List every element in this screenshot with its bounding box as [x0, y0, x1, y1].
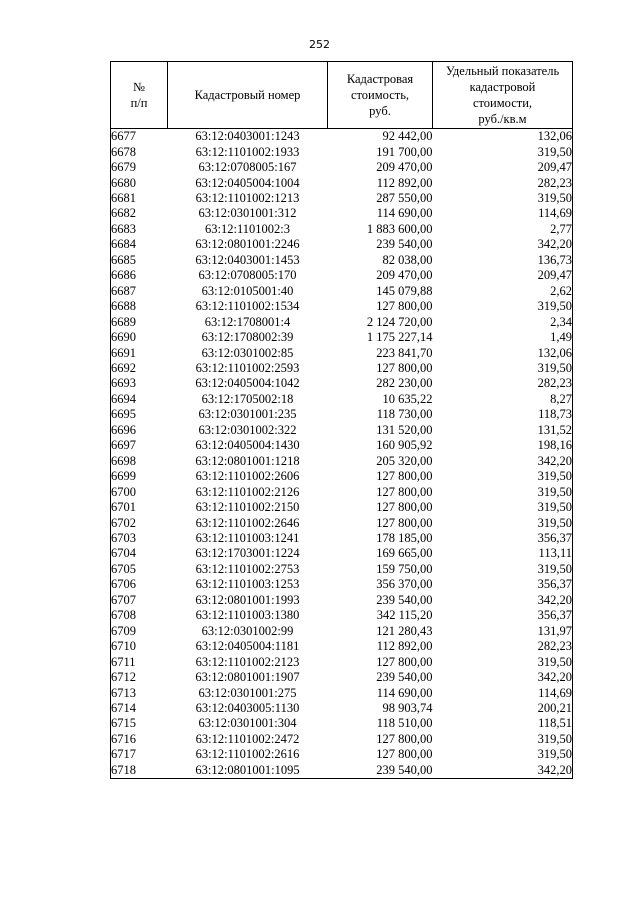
row-specific-indicator: 2,62 — [433, 284, 573, 299]
row-specific-indicator: 319,50 — [433, 469, 573, 484]
row-cadastral-value: 114 690,00 — [376, 206, 433, 221]
header-cadastral-number — [168, 62, 328, 129]
row-cadastral-number: 63:12:0403005:1130 — [195, 700, 300, 715]
row-number: 6718 — [111, 763, 168, 779]
row-cadastral-number: 63:12:1101002:2150 — [195, 500, 300, 515]
row-specific-indicator: 1,49 — [433, 330, 573, 345]
table-row — [111, 670, 573, 685]
row-specific-indicator: 356,37 — [433, 531, 573, 546]
row-number: 6691 — [111, 345, 168, 360]
row-cadastral-number: 63:12:0708005:167 — [198, 160, 297, 175]
row-cadastral-value: 159 750,00 — [376, 561, 433, 576]
header-num-text: № п/п — [130, 80, 148, 110]
table-row — [111, 685, 573, 700]
table-row — [111, 701, 573, 716]
row-number: 6708 — [111, 608, 168, 623]
row-cadastral-value: 1 175 227,14 — [366, 330, 433, 345]
row-cadastral-value: 191 700,00 — [376, 144, 433, 159]
table-row — [111, 376, 573, 391]
table-row — [111, 608, 573, 623]
row-number: 6715 — [111, 716, 168, 731]
header-specific-indicator — [433, 62, 573, 129]
table-row — [111, 500, 573, 515]
row-specific-indicator: 131,52 — [433, 423, 573, 438]
row-cadastral-value: 342 115,20 — [376, 608, 433, 623]
table-row — [111, 732, 573, 747]
row-number: 6697 — [111, 438, 168, 453]
row-specific-indicator: 319,50 — [433, 299, 573, 314]
row-cadastral-number: 63:12:1708001:4 — [204, 314, 291, 329]
row-cadastral-value: 2 124 720,00 — [366, 314, 433, 329]
row-specific-indicator: 342,20 — [433, 454, 573, 469]
table-row — [111, 639, 573, 654]
row-cadastral-value: 209 470,00 — [376, 268, 433, 283]
table-row — [111, 531, 573, 546]
table-header — [111, 62, 573, 129]
row-specific-indicator: 342,20 — [433, 670, 573, 685]
row-number: 6680 — [111, 175, 168, 190]
row-cadastral-value: 118 510,00 — [376, 716, 433, 731]
row-number: 6693 — [111, 376, 168, 391]
row-cadastral-number: 63:12:1101002:1213 — [195, 191, 300, 206]
row-number: 6700 — [111, 484, 168, 499]
row-number: 6713 — [111, 685, 168, 700]
row-number: 6694 — [111, 392, 168, 407]
row-specific-indicator: 342,20 — [433, 763, 573, 779]
row-cadastral-value: 145 079,88 — [376, 283, 433, 298]
table-row — [111, 593, 573, 608]
row-cadastral-number: 63:12:0405004:1042 — [195, 376, 300, 391]
row-number: 6716 — [111, 732, 168, 747]
row-cadastral-number: 63:12:1101002:2753 — [195, 561, 300, 576]
row-cadastral-value: 10 635,22 — [382, 391, 433, 406]
row-cadastral-value: 127 800,00 — [376, 484, 433, 499]
row-cadastral-value: 356 370,00 — [376, 577, 433, 592]
table-row — [111, 562, 573, 577]
row-specific-indicator: 114,69 — [433, 206, 573, 221]
row-number: 6705 — [111, 562, 168, 577]
row-cadastral-value: 127 800,00 — [376, 747, 433, 762]
row-cadastral-value: 160 905,92 — [376, 438, 433, 453]
row-specific-indicator: 209,47 — [433, 268, 573, 283]
row-specific-indicator: 319,50 — [433, 732, 573, 747]
row-cadastral-number: 63:12:1101002:2646 — [195, 515, 300, 530]
table-row — [111, 407, 573, 422]
row-specific-indicator: 319,50 — [433, 747, 573, 762]
row-cadastral-value: 205 320,00 — [376, 453, 433, 468]
row-number: 6698 — [111, 454, 168, 469]
row-cadastral-value: 127 800,00 — [376, 469, 433, 484]
row-cadastral-number: 63:12:0301002:85 — [201, 345, 294, 360]
table-body — [111, 129, 573, 779]
row-cadastral-number: 63:12:0405004:1004 — [195, 175, 300, 190]
row-specific-indicator: 319,50 — [433, 562, 573, 577]
row-cadastral-number: 63:12:1101002:2606 — [195, 469, 300, 484]
row-cadastral-value: 127 800,00 — [376, 515, 433, 530]
row-cadastral-value: 127 800,00 — [376, 654, 433, 669]
row-specific-indicator: 136,73 — [433, 253, 573, 268]
row-number: 6685 — [111, 253, 168, 268]
row-cadastral-value: 223 841,70 — [376, 345, 433, 360]
header-specific-indicator-text: Удельный показатель кадастровой стоимости, руб./кв.м — [445, 64, 560, 126]
row-specific-indicator: 319,50 — [433, 654, 573, 669]
row-specific-indicator: 282,23 — [433, 376, 573, 391]
row-number: 6679 — [111, 160, 168, 175]
row-cadastral-number: 63:12:1708002:39 — [201, 330, 294, 345]
header-cadastral-value-text: Кадастровая стоимость, руб. — [346, 72, 414, 118]
table-row — [111, 716, 573, 731]
row-cadastral-number: 63:12:0301001:312 — [198, 206, 297, 221]
row-cadastral-value: 127 800,00 — [376, 731, 433, 746]
table-row — [111, 330, 573, 345]
row-cadastral-value: 169 665,00 — [376, 546, 433, 561]
table-row — [111, 361, 573, 376]
row-cadastral-value: 127 800,00 — [376, 361, 433, 376]
row-cadastral-number: 63:12:1101002:2616 — [195, 747, 300, 762]
row-cadastral-value: 114 690,00 — [376, 685, 433, 700]
row-cadastral-number: 63:12:1101002:2123 — [195, 654, 300, 669]
row-cadastral-number: 63:12:1101002:2593 — [195, 361, 300, 376]
row-specific-indicator: 114,69 — [433, 685, 573, 700]
table-row — [111, 129, 573, 145]
row-cadastral-number: 63:12:1705002:18 — [201, 391, 294, 406]
row-specific-indicator: 118,51 — [433, 716, 573, 731]
row-specific-indicator: 198,16 — [433, 438, 573, 453]
row-number: 6712 — [111, 670, 168, 685]
row-number: 6702 — [111, 515, 168, 530]
row-cadastral-number: 63:12:1101002:1534 — [195, 299, 300, 314]
page-number: 252 — [309, 38, 330, 51]
row-cadastral-value: 112 892,00 — [376, 639, 433, 654]
row-cadastral-number: 63:12:0301002:99 — [201, 623, 294, 638]
row-cadastral-number: 63:12:0301002:322 — [198, 422, 297, 437]
row-number: 6683 — [111, 222, 168, 237]
row-cadastral-number: 63:12:0708005:170 — [198, 268, 297, 283]
table-row — [111, 191, 573, 206]
cadastral-table — [110, 61, 573, 779]
row-specific-indicator: 356,37 — [433, 577, 573, 592]
row-specific-indicator: 319,50 — [433, 361, 573, 376]
row-cadastral-number: 63:12:1703001:1224 — [195, 546, 300, 561]
row-cadastral-value: 209 470,00 — [376, 160, 433, 175]
row-number: 6709 — [111, 624, 168, 639]
row-cadastral-value: 112 892,00 — [376, 175, 433, 190]
row-specific-indicator: 282,23 — [433, 175, 573, 190]
row-cadastral-value: 127 800,00 — [376, 500, 433, 515]
row-cadastral-number: 63:12:0105001:40 — [201, 283, 294, 298]
row-cadastral-value: 82 038,00 — [382, 252, 433, 267]
row-number: 6687 — [111, 284, 168, 299]
row-cadastral-value: 121 280,43 — [376, 623, 433, 638]
row-cadastral-number: 63:12:0405004:1181 — [195, 639, 300, 654]
table-row — [111, 454, 573, 469]
row-number: 6695 — [111, 407, 168, 422]
row-specific-indicator: 282,23 — [433, 639, 573, 654]
row-number: 6684 — [111, 237, 168, 252]
row-number: 6706 — [111, 577, 168, 592]
row-cadastral-value: 239 540,00 — [376, 670, 433, 685]
row-cadastral-number: 63:12:0403001:1453 — [195, 252, 300, 267]
row-cadastral-value: 178 185,00 — [376, 531, 433, 545]
table-row — [111, 624, 573, 639]
row-number: 6677 — [111, 129, 168, 145]
row-specific-indicator: 209,47 — [433, 160, 573, 175]
table-row — [111, 222, 573, 237]
table-row — [111, 314, 573, 329]
row-cadastral-number: 63:12:0301001:304 — [198, 716, 297, 731]
table-row — [111, 253, 573, 268]
row-number: 6689 — [111, 314, 168, 329]
row-number: 6678 — [111, 144, 168, 159]
row-specific-indicator: 132,06 — [433, 129, 573, 145]
row-specific-indicator: 342,20 — [433, 237, 573, 252]
table-row — [111, 237, 573, 252]
row-cadastral-number: 63:12:1101002:2472 — [195, 731, 300, 746]
row-number: 6686 — [111, 268, 168, 283]
row-cadastral-number: 63:12:0801001:2246 — [195, 237, 300, 252]
row-cadastral-value: 92 442,00 — [382, 129, 433, 144]
row-specific-indicator: 200,21 — [433, 701, 573, 716]
row-cadastral-number: 63:12:1101002:1933 — [195, 144, 300, 159]
table-row — [111, 438, 573, 453]
row-specific-indicator: 118,73 — [433, 407, 573, 422]
row-specific-indicator: 8,27 — [433, 392, 573, 407]
row-cadastral-value: 239 540,00 — [328, 763, 433, 779]
table-row — [111, 763, 573, 779]
row-cadastral-number: 63:12:0801001:1095 — [168, 763, 328, 779]
row-specific-indicator: 2,34 — [433, 314, 573, 329]
table-row — [111, 175, 573, 190]
row-specific-indicator: 319,50 — [433, 500, 573, 515]
table-row — [111, 392, 573, 407]
row-cadastral-value: 127 800,00 — [376, 299, 433, 314]
row-cadastral-number: 63:12:0801001:1907 — [195, 670, 300, 685]
row-specific-indicator: 356,37 — [433, 608, 573, 623]
row-number: 6699 — [111, 469, 168, 484]
row-cadastral-value: 282 230,00 — [376, 376, 433, 391]
row-cadastral-value: 118 730,00 — [376, 407, 433, 422]
row-cadastral-number: 63:12:1101003:1380 — [195, 608, 300, 623]
row-specific-indicator: 132,06 — [433, 345, 573, 360]
table-row — [111, 299, 573, 314]
row-cadastral-value: 131 520,00 — [376, 422, 433, 437]
row-cadastral-number: 63:12:1101003:1253 — [195, 577, 300, 592]
table-row — [111, 577, 573, 592]
row-specific-indicator: 319,50 — [433, 191, 573, 206]
table-row — [111, 206, 573, 221]
row-number: 6688 — [111, 299, 168, 314]
row-specific-indicator: 113,11 — [433, 546, 573, 561]
row-cadastral-value: 98 903,74 — [382, 700, 433, 715]
row-number: 6704 — [111, 546, 168, 561]
row-specific-indicator: 319,50 — [433, 144, 573, 159]
row-number: 6707 — [111, 593, 168, 608]
table-row — [111, 345, 573, 360]
header-cadastral-number-text: Кадастровый номер — [194, 88, 301, 102]
row-cadastral-value: 1 883 600,00 — [366, 221, 433, 236]
table-row — [111, 144, 573, 159]
row-cadastral-number: 63:12:0301001:275 — [198, 685, 297, 700]
table-row — [111, 654, 573, 669]
row-cadastral-number: 63:12:0301001:235 — [198, 407, 297, 422]
row-number: 6703 — [111, 531, 168, 546]
row-specific-indicator: 131,97 — [433, 624, 573, 639]
row-cadastral-value: 287 550,00 — [376, 191, 433, 206]
row-number: 6692 — [111, 361, 168, 376]
header-num — [111, 62, 168, 129]
row-number: 6714 — [111, 701, 168, 716]
row-cadastral-number: 63:12:1101003:1241 — [195, 531, 300, 545]
table-row — [111, 747, 573, 762]
row-specific-indicator: 319,50 — [433, 484, 573, 499]
header-row — [111, 62, 573, 129]
row-number: 6681 — [111, 191, 168, 206]
row-number: 6696 — [111, 423, 168, 438]
row-number: 6710 — [111, 639, 168, 654]
table-row — [111, 515, 573, 530]
row-number: 6682 — [111, 206, 168, 221]
row-cadastral-number: 63:12:0403001:1243 — [195, 129, 300, 144]
table-row — [111, 268, 573, 283]
table-row — [111, 423, 573, 438]
row-number: 6690 — [111, 330, 168, 345]
table-row — [111, 469, 573, 484]
row-specific-indicator: 342,20 — [433, 593, 573, 608]
row-number: 6717 — [111, 747, 168, 762]
table-row — [111, 284, 573, 299]
row-number: 6711 — [111, 654, 168, 669]
table-row — [111, 546, 573, 561]
row-cadastral-value: 239 540,00 — [376, 592, 433, 607]
row-cadastral-number: 63:12:1101002:3 — [205, 221, 290, 236]
table-row — [111, 160, 573, 175]
row-number: 6701 — [111, 500, 168, 515]
row-cadastral-value: 239 540,00 — [376, 237, 433, 252]
row-cadastral-number: 63:12:0801001:1993 — [195, 592, 300, 607]
row-cadastral-number: 63:12:1101002:2126 — [195, 484, 300, 499]
row-specific-indicator: 2,77 — [433, 222, 573, 237]
row-cadastral-number: 63:12:0405004:1430 — [195, 438, 300, 453]
header-cadastral-value — [328, 62, 433, 129]
table-row — [111, 484, 573, 499]
row-specific-indicator: 319,50 — [433, 515, 573, 530]
row-cadastral-number: 63:12:0801001:1218 — [195, 453, 300, 468]
